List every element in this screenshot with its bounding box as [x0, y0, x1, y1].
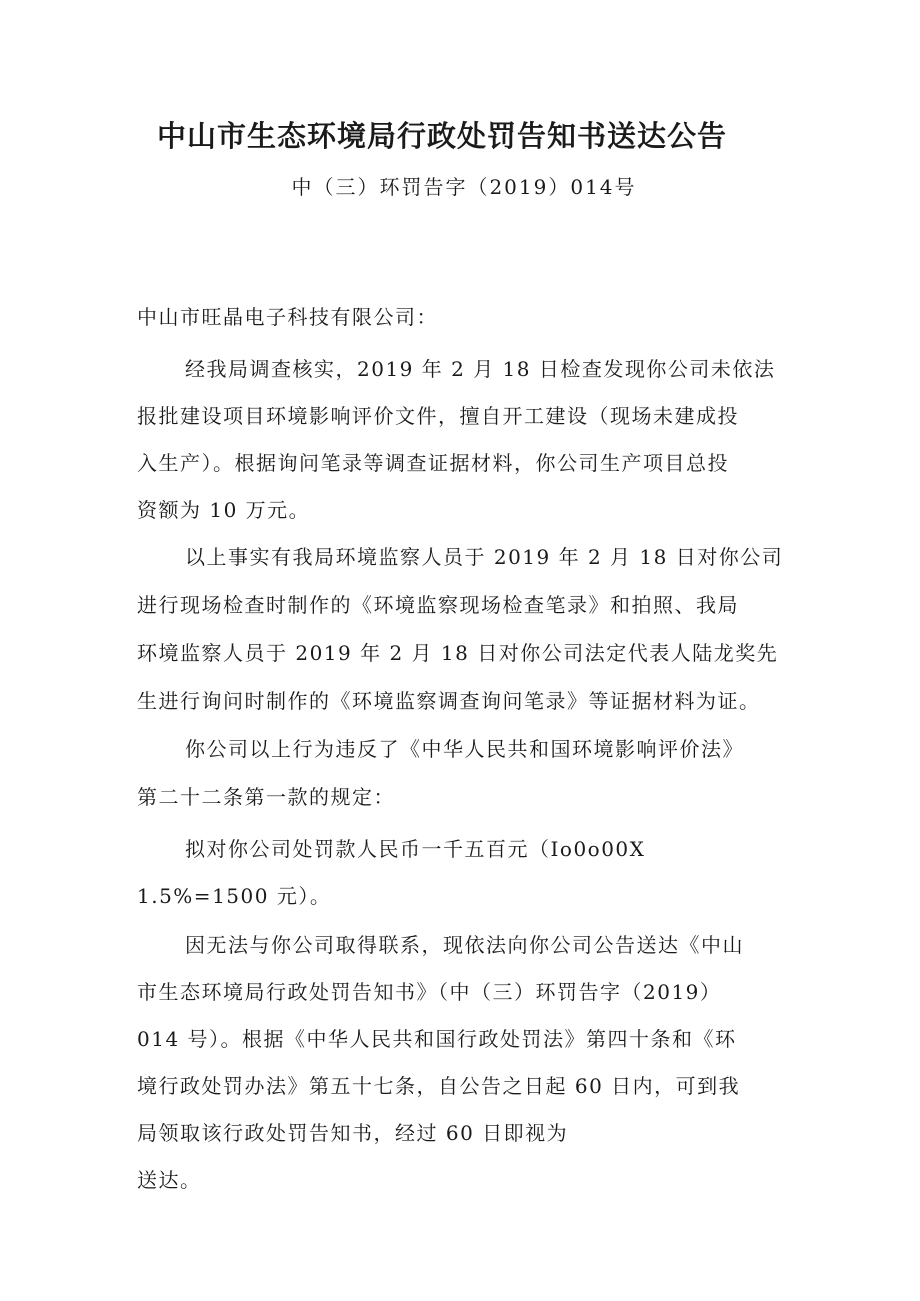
- body-line: 局领取该行政处罚告知书，经过 60 日即视为: [137, 1121, 569, 1145]
- body-line: 014 号）。根据《中华人民共和国行政处罚法》第四十条和《环: [137, 1027, 737, 1051]
- body-line: 1.5%=1500 元）。: [137, 884, 332, 908]
- document-number: 中（三）环罚告字（2019）014号: [291, 175, 637, 199]
- body-line: 拟对你公司处罚款人民币一千五百元（Io0o00X: [185, 837, 646, 861]
- body-line: 送达。: [137, 1168, 202, 1192]
- body-line: 因无法与你公司取得联系，现依法向你公司公告送达《中山: [185, 933, 744, 957]
- body-line: 环境监察人员于 2019 年 2 月 18 日对你公司法定代表人陆龙奖先: [137, 641, 779, 665]
- addressee: 中山市旺晶电子科技有限公司：: [137, 305, 438, 329]
- body-line: 入生产）。根据询问笔录等调查证据材料，你公司生产项目总投: [137, 451, 729, 475]
- body-line: 第二十二条第一款的规定：: [137, 785, 395, 809]
- body-line: 生进行询问时制作的《环境监察调查询问笔录》等证据材料为证。: [137, 689, 761, 713]
- body-line: 报批建设项目环境影响评价文件，擅自开工建设（现场未建成投: [137, 404, 739, 428]
- body-line: 境行政处罚办法》第五十七条，自公告之日起 60 日内，可到我: [137, 1074, 741, 1098]
- body-line: 市生态环境局行政处罚告知书》（中（三）环罚告字（2019）: [137, 980, 722, 1004]
- body-line: 进行现场检查时制作的《环境监察现场检查笔录》和拍照、我局: [137, 593, 739, 617]
- body-line: 以上事实有我局环境监察人员于 2019 年 2 月 18 日对你公司: [185, 545, 784, 569]
- body-line: 经我局调查核实，2019 年 2 月 18 日检查发现你公司未依法: [185, 357, 776, 381]
- notice-title: 中山市生态环境局行政处罚告知书送达公告: [156, 119, 727, 153]
- body-line: 资额为 10 万元。: [137, 498, 311, 522]
- body-line: 你公司以上行为违反了《中华人民共和国环境影响评价法》: [185, 737, 744, 761]
